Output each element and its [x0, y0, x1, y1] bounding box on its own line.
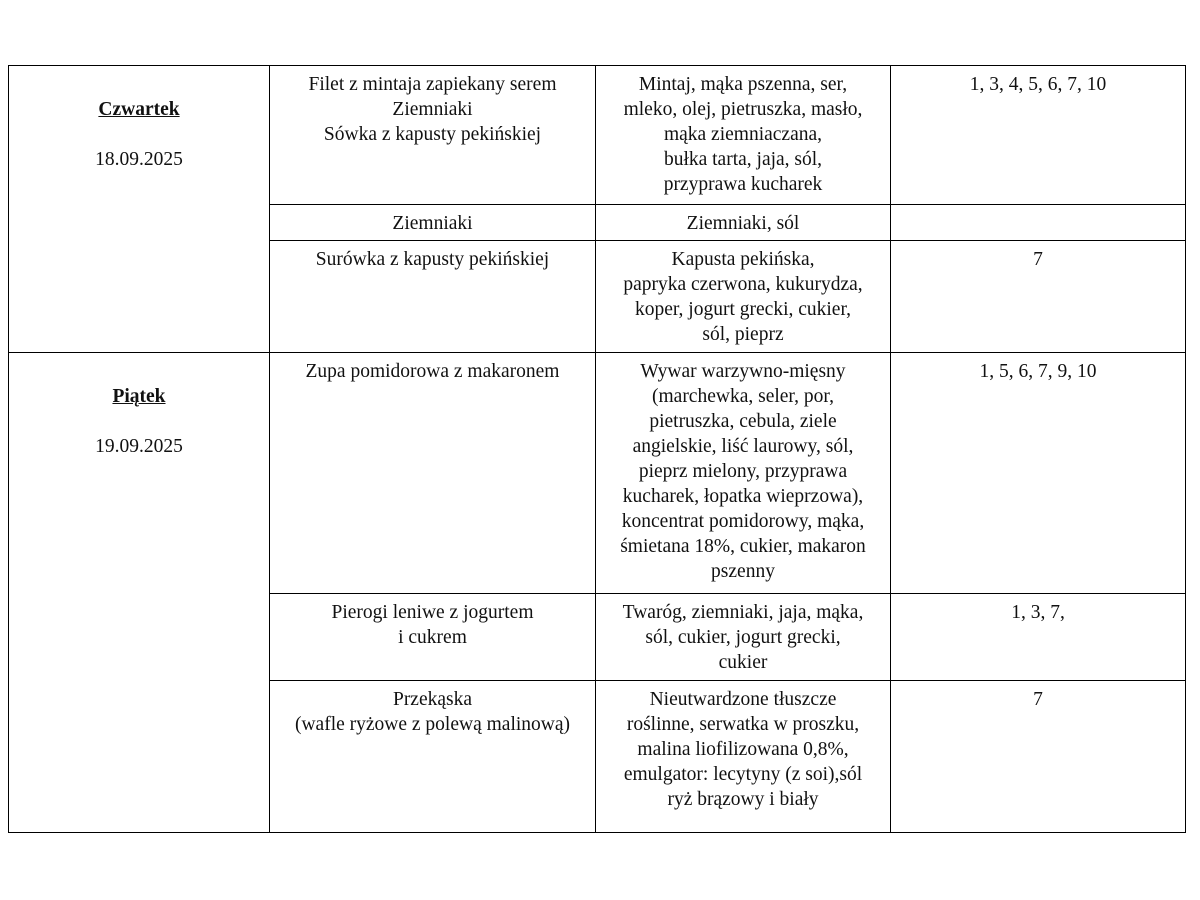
ingredients-cell: Wywar warzywno-mięsny (marchewka, seler, por, pietruszka, cebula, ziele angielskie, liść laurowy, sól, pieprz mielony, przyprawa kucharek, łopatka wieprzowa), koncentrat pomidorowy, mąka, śmietana 18%, cukier, makaron pszenny — [596, 353, 891, 594]
day-date: 18.09.2025 — [95, 149, 183, 170]
dish-cell: Przekąska (wafle ryżowe z polewą malinową) — [270, 681, 596, 833]
allergens-cell: 1, 3, 4, 5, 6, 7, 10 — [891, 66, 1186, 205]
day-name: Piątek — [112, 386, 166, 407]
ingredients-cell: Nieutwardzone tłuszcze roślinne, serwatka w proszku, malina liofilizowana 0,8%, emulgator: lecytyny (z soi),sól ryż brązowy i biały — [596, 681, 891, 833]
allergens-cell: 1, 3, 7, — [891, 594, 1186, 681]
ingredients-cell: Mintaj, mąka pszenna, ser, mleko, olej, pietruszka, masło, mąka ziemniaczana, bułka tarta, jaja, sól, przyprawa kucharek — [596, 66, 891, 205]
dish-cell: Zupa pomidorowa z makaronem — [270, 353, 596, 594]
menu-table — [8, 65, 1186, 833]
dish-cell: Ziemniaki — [270, 205, 596, 241]
allergens-cell: 7 — [891, 681, 1186, 833]
table-row — [9, 66, 1186, 205]
ingredients-cell: Ziemniaki, sól — [596, 205, 891, 241]
table-row — [9, 353, 1186, 594]
day-name: Czwartek — [98, 99, 180, 120]
allergens-cell: 1, 5, 6, 7, 9, 10 — [891, 353, 1186, 594]
allergens-cell — [891, 205, 1186, 241]
dish-cell: Pierogi leniwe z jogurtem i cukrem — [270, 594, 596, 681]
day-cell — [9, 353, 270, 833]
ingredients-cell: Twaróg, ziemniaki, jaja, mąka, sól, cukier, jogurt grecki, cukier — [596, 594, 891, 681]
day-date: 19.09.2025 — [95, 436, 183, 457]
ingredients-cell: Kapusta pekińska, papryka czerwona, kukurydza, koper, jogurt grecki, cukier, sól, pieprz — [596, 241, 891, 353]
dish-cell: Surówka z kapusty pekińskiej — [270, 241, 596, 353]
dish-cell: Filet z mintaja zapiekany serem Ziemniaki Sówka z kapusty pekińskiej — [270, 66, 596, 205]
day-cell — [9, 66, 270, 353]
allergens-cell: 7 — [891, 241, 1186, 353]
